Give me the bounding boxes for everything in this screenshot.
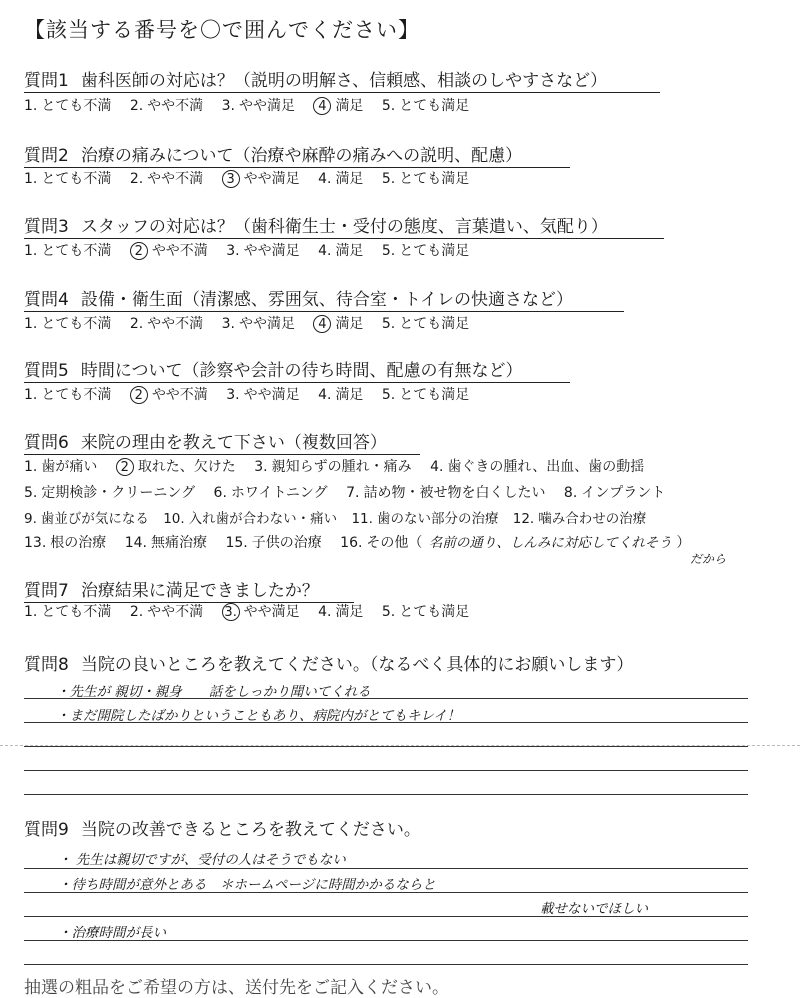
q8-answer-2: ・まだ開院したばかりということもあり、病院内がとてもキレイ！ xyxy=(56,708,461,724)
q1-option-1[interactable]: 1. とても不満 xyxy=(24,98,112,114)
q5-text: 時間について（診察や会計の待ち時間、配慮の有無など） xyxy=(80,361,523,381)
q3-option-2-circled[interactable]: 2 やや不満 xyxy=(130,240,208,260)
q1-label: 質問1 xyxy=(24,71,69,91)
q3-label: 質問3 xyxy=(24,217,69,237)
q8-line-3 xyxy=(24,746,748,747)
q3-option-1[interactable]: 1. とても不満 xyxy=(24,243,112,259)
q2-option-3-circled[interactable]: 3 やや満足 xyxy=(222,168,300,188)
q9-answer-3: ・治療時間が長い xyxy=(58,925,166,941)
q6-option-9[interactable]: 9. 歯並びが気になる xyxy=(24,511,149,527)
q2-text: 治療の痛みについて（治療や麻酔の痛みへの説明、配慮） xyxy=(80,146,523,166)
q8-text: 当院の良いところを教えてください。（なるべく具体的にお願いします） xyxy=(80,655,634,675)
q7-option-3-circled[interactable]: 3. やや満足 xyxy=(222,601,300,621)
q4-option-5[interactable]: 5. とても満足 xyxy=(381,316,470,332)
q5-label: 質問5 xyxy=(24,361,69,381)
q9-line-5 xyxy=(24,964,748,965)
q4-option-2[interactable]: 2. やや不満 xyxy=(129,316,204,332)
q6-option-3[interactable]: 3. 親知らずの腫れ・痛み xyxy=(254,459,412,475)
q3-option-5[interactable]: 5. とても満足 xyxy=(381,243,470,259)
q6-label: 質問6 xyxy=(24,433,69,453)
q6-other-close: ） xyxy=(676,535,691,551)
q6-option-11[interactable]: 11. 歯のない部分の治療 xyxy=(351,511,499,527)
q1-text: 歯科医師の対応は？（説明の明解さ、信頼感、相談のしやすさなど） xyxy=(80,71,608,91)
q7-option-1[interactable]: 1. とても不満 xyxy=(24,604,112,620)
q7-option-2[interactable]: 2. やや不満 xyxy=(129,604,204,620)
q6-option-1[interactable]: 1. 歯が痛い xyxy=(24,459,98,475)
q5-option-5[interactable]: 5. とても満足 xyxy=(381,387,470,403)
q6-row-4 xyxy=(24,531,690,552)
q1-option-3[interactable]: 3. やや満足 xyxy=(221,98,295,114)
q1-option-4-circled[interactable]: 4 満足 xyxy=(313,95,363,115)
q8-label: 質問8 xyxy=(24,655,69,675)
q6-option-5[interactable]: 5. 定期検診・クリーニング xyxy=(24,485,196,501)
q1-options xyxy=(24,95,483,115)
q6-option-4[interactable]: 4. 歯ぐきの腫れ、出血、歯の動揺 xyxy=(430,459,645,475)
q6-option-2-circled[interactable]: 2 取れた、欠けた xyxy=(116,456,236,476)
circle-mark: 3 xyxy=(222,170,240,188)
q2-option-1[interactable]: 1. とても不満 xyxy=(24,171,112,187)
q9-answer-1: ・ 先生は親切ですが、受付の人はそうでもない xyxy=(58,852,346,868)
q1-option-5[interactable]: 5. とても満足 xyxy=(381,98,470,114)
q7-label: 質問7 xyxy=(24,581,69,601)
q9-label: 質問9 xyxy=(24,820,69,840)
circle-mark: 2 xyxy=(116,458,134,476)
q6-option-15[interactable]: 15. 子供の治療 xyxy=(225,535,322,551)
q2-label: 質問2 xyxy=(24,146,69,166)
q6-option-12[interactable]: 12. 噛み合わせの治療 xyxy=(512,511,647,527)
q3-title xyxy=(24,212,664,239)
circle-mark: 2 xyxy=(130,242,148,260)
q6-other-handwriting-2: だから xyxy=(690,552,727,566)
q2-option-2[interactable]: 2. やや不満 xyxy=(129,171,204,187)
q1-title xyxy=(24,66,660,93)
circle-mark: 4 xyxy=(313,97,331,115)
q4-options xyxy=(24,313,483,333)
q8-line-4 xyxy=(24,770,748,771)
q9-answer-2-cont: 載せないでほしい xyxy=(540,901,648,917)
q7-option-4[interactable]: 4. 満足 xyxy=(318,604,364,620)
fold-line xyxy=(0,745,800,746)
q3-option-4[interactable]: 4. 満足 xyxy=(318,243,364,259)
q6-title xyxy=(24,428,420,455)
q7-title xyxy=(24,576,354,603)
circle-mark: 4 xyxy=(313,315,331,333)
q6-row-2 xyxy=(24,482,679,502)
q4-option-3[interactable]: 3. やや満足 xyxy=(221,316,295,332)
q4-text: 設備・衛生面（清潔感、雰囲気、待合室・トイレの快適さなど） xyxy=(80,290,573,310)
q7-text: 治療結果に満足できましたか？ xyxy=(80,581,319,601)
q6-row-3 xyxy=(24,507,646,527)
q6-option-6[interactable]: 6. ホワイトニング xyxy=(213,485,328,501)
q5-options xyxy=(24,384,483,404)
q8-title xyxy=(24,650,633,675)
q9-title xyxy=(24,815,421,840)
q2-title xyxy=(24,141,570,168)
q5-title xyxy=(24,356,570,383)
q9-line-1 xyxy=(24,868,748,869)
q4-title xyxy=(24,285,624,312)
q6-option-7[interactable]: 7. 詰め物・被せ物を白くしたい xyxy=(346,485,546,501)
q8-answer-1: ・先生が 親切・親身 話をしっかり聞いてくれる xyxy=(56,684,371,700)
q4-label: 質問4 xyxy=(24,290,69,310)
q9-text: 当院の改善できるところを教えてください。 xyxy=(80,820,421,840)
q9-answer-2: ・待ち時間が意外とある ＊ホームページに時間かかるならと xyxy=(58,877,436,893)
circle-mark: 3. xyxy=(222,603,240,621)
q6-option-16[interactable]: 16. その他（ xyxy=(340,535,423,551)
q4-option-1[interactable]: 1. とても不満 xyxy=(24,316,112,332)
q6-other-handwriting: 名前の通り、しんみに対応してくれそう xyxy=(428,535,672,551)
q6-option-8[interactable]: 8. インプラント xyxy=(563,485,666,501)
q3-option-3[interactable]: 3. やや満足 xyxy=(226,243,300,259)
q7-option-5[interactable]: 5. とても満足 xyxy=(381,604,470,620)
q8-line-5 xyxy=(24,794,748,795)
q6-row-1 xyxy=(24,456,658,476)
footer-note: 抽選の粗品をご希望の方は、送付先をご記入ください。 xyxy=(24,978,449,998)
q2-option-5[interactable]: 5. とても満足 xyxy=(381,171,470,187)
q3-options xyxy=(24,240,483,260)
q4-option-4-circled[interactable]: 4 満足 xyxy=(313,313,363,333)
q2-options xyxy=(24,168,483,188)
page-header: 【該当する番号を〇で囲んでください】 xyxy=(24,18,420,42)
q5-option-3[interactable]: 3. やや満足 xyxy=(226,387,300,403)
q6-text: 来院の理由を教えて下さい（複数回答） xyxy=(80,433,387,453)
q5-option-4[interactable]: 4. 満足 xyxy=(318,387,364,403)
q6-option-10[interactable]: 10. 入れ歯が合わない・痛い xyxy=(163,511,338,527)
q2-option-4[interactable]: 4. 満足 xyxy=(318,171,364,187)
q6-option-13[interactable]: 13. 根の治療 xyxy=(24,535,107,551)
q7-options xyxy=(24,601,483,621)
q1-option-2[interactable]: 2. やや不満 xyxy=(129,98,204,114)
q6-option-14[interactable]: 14. 無痛治療 xyxy=(124,535,207,551)
circle-mark: 2 xyxy=(130,386,148,404)
q5-option-1[interactable]: 1. とても不満 xyxy=(24,387,112,403)
q3-text: スタッフの対応は？（歯科衛生士・受付の態度、言葉遣い、気配り） xyxy=(80,217,608,237)
q5-option-2-circled[interactable]: 2 やや不満 xyxy=(130,384,208,404)
